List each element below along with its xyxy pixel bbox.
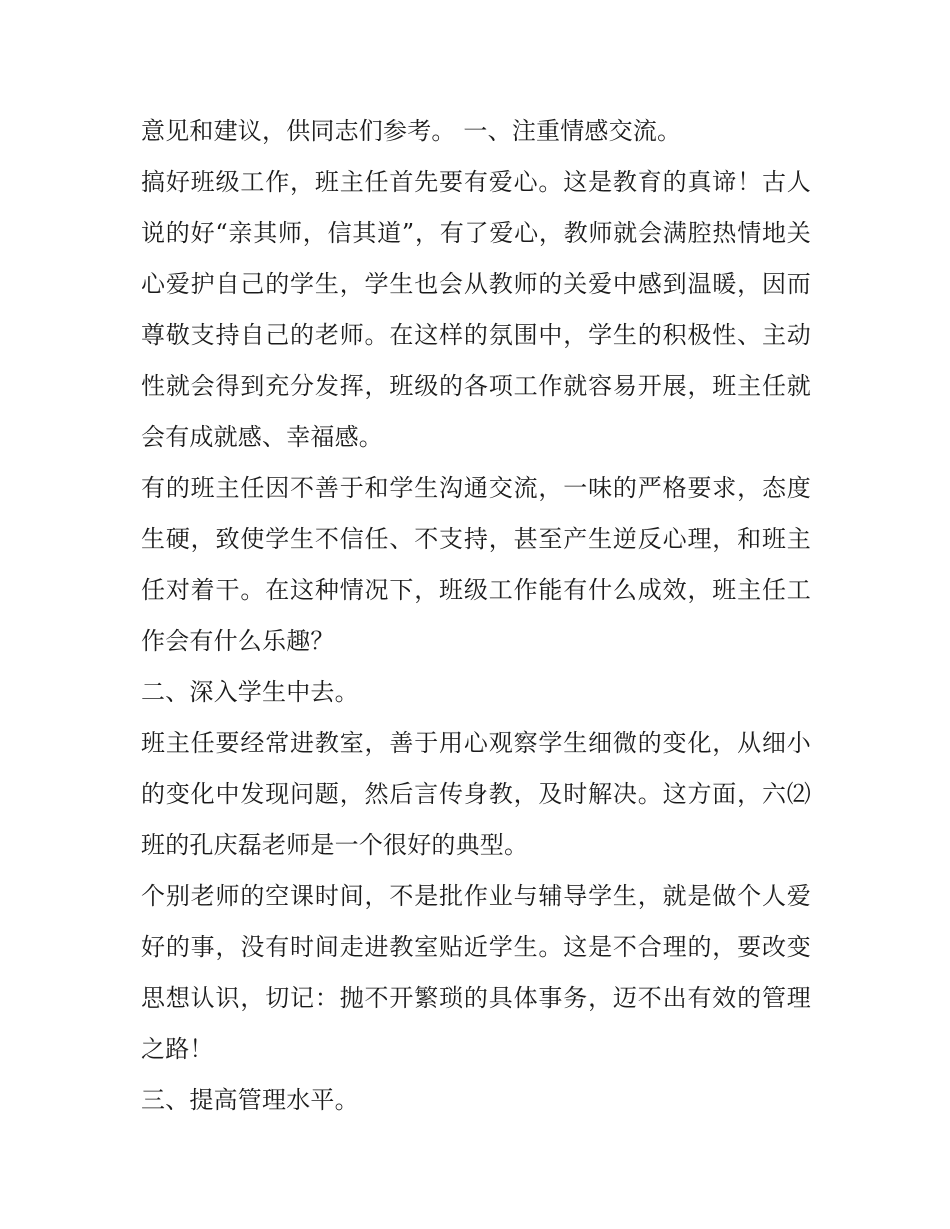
section-heading-2: 二、深入学生中去。	[141, 678, 359, 706]
document-body	[141, 106, 811, 1126]
paragraph-classroom: 班主任要经常进教室，善于用心观察学生细微的变化，从细小的变化中发现问题，然后言传身教，及时解决。这方面，六⑵班的孔庆磊老师是一个很好的典型。	[141, 729, 811, 859]
paragraph-communication: 有的班主任因不善于和学生沟通交流，一味的严格要求，态度生硬，致使学生不信任、不支持，甚至产生逆反心理，和班主任对着干。在这种情况下，班级工作能有什么成效，班主任工作会有什么乐趣？	[141, 474, 811, 655]
paragraph-intro: 意见和建议，供同志们参考。 一、注重情感交流。	[141, 117, 682, 145]
paragraph-love: 搞好班级工作，班主任首先要有爱心。这是教育的真谛！古人说的好“亲其师，信其道”，有了爱心，教师就会满腔热情地关心爱护自己的学生，学生也会从教师的关爱中感到温暖，因而尊敬支持自己的老师。在这样的氛围中，学生的积极性、主动性就会得到充分发挥，班级的各项工作就容易开展，班主任就会有成就感、幸福感。	[141, 168, 811, 451]
paragraph-free-time: 个别老师的空课时间，不是批作业与辅导学生，就是做个人爱好的事，没有时间走进教室贴近学生。这是不合理的，要改变思想认识，切记：抛不开繁琐的具体事务，迈不出有效的管理之路！	[141, 882, 811, 1063]
section-heading-3: 三、提高管理水平。	[141, 1086, 359, 1114]
